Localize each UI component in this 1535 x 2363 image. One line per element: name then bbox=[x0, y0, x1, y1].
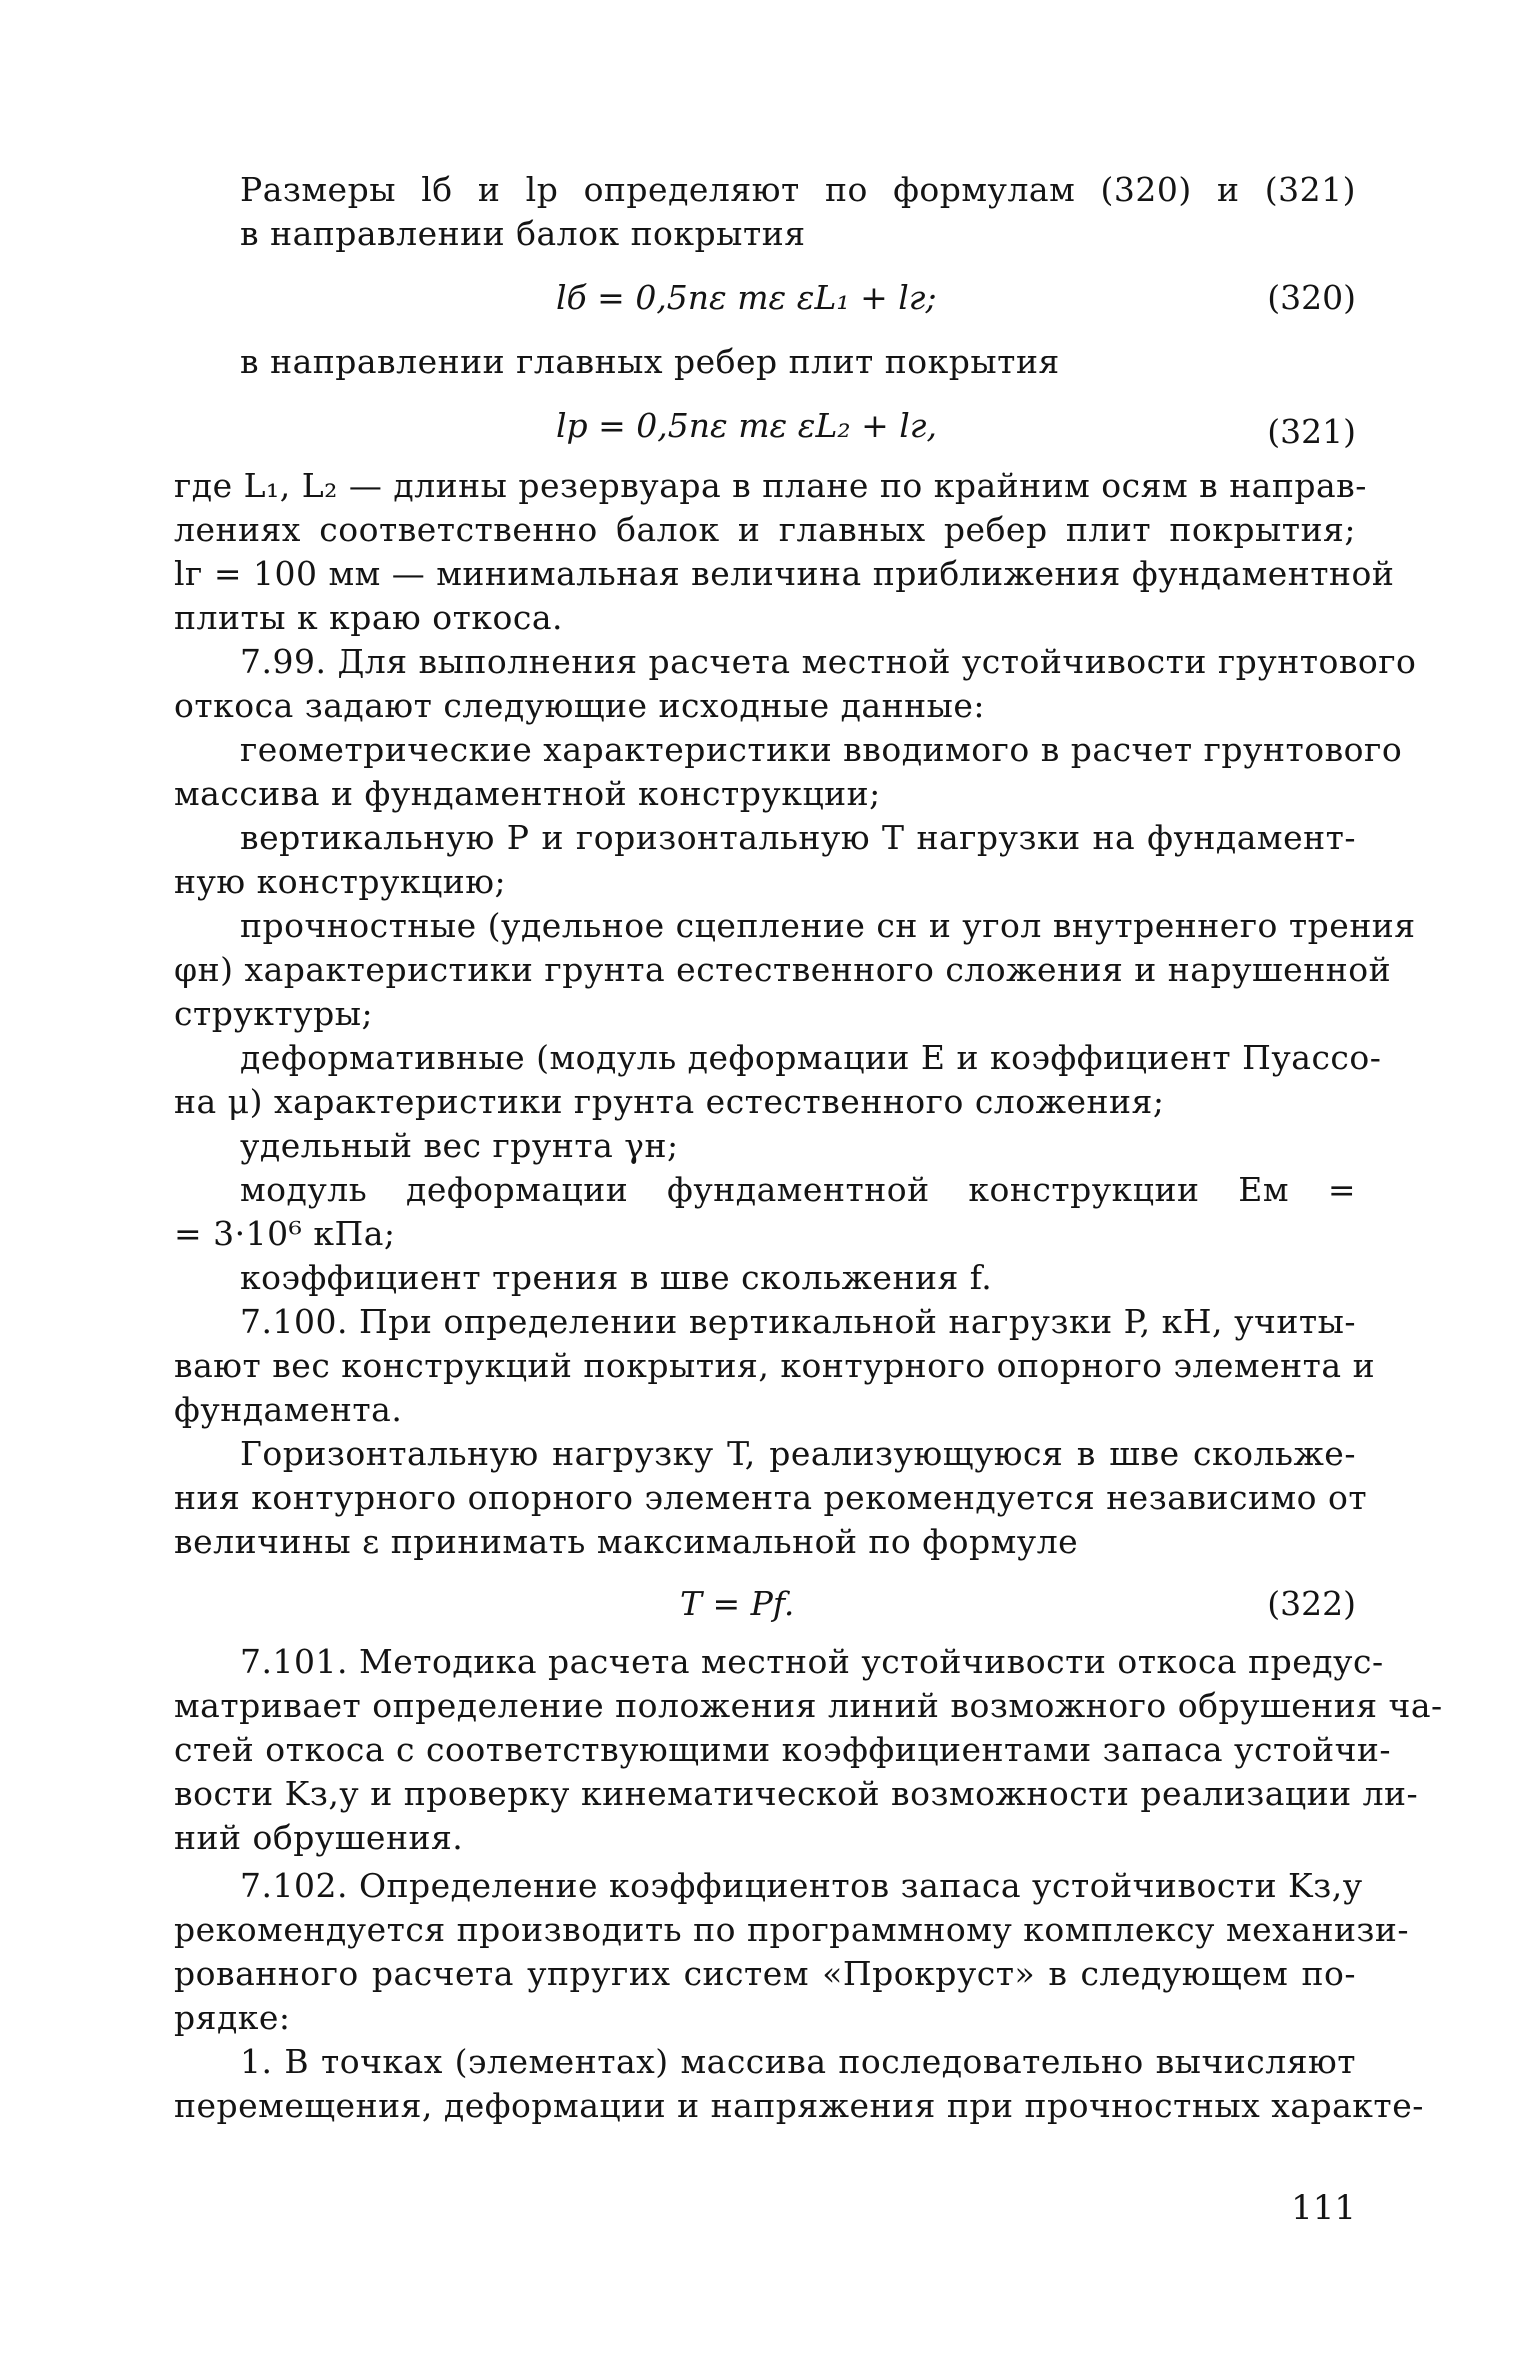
formula-320: lб = 0,5nε mε εL₁ + lг; bbox=[556, 278, 937, 317]
text-line: Размеры lб и lр определяют по формулам (320) и (321) bbox=[240, 170, 1356, 209]
formula-322: T = Pf. bbox=[680, 1584, 795, 1623]
text-line: откоса задают следующие исходные данные: bbox=[174, 686, 985, 725]
text-line: лениях соответственно балок и главных ребер плит покрытия; bbox=[174, 510, 1356, 549]
text-line: где L₁, L₂ — длины резервуара в плане по крайним осям в направ- bbox=[174, 466, 1367, 505]
text-line: удельный вес грунта γн; bbox=[240, 1126, 679, 1165]
text-line: 7.101. Методика расчета местной устойчивости откоса предус- bbox=[240, 1642, 1384, 1681]
text-line: 7.99. Для выполнения расчета местной устойчивости грунтового bbox=[240, 642, 1417, 681]
text-line: Горизонтальную нагрузку T, реализующуюся в шве скольже- bbox=[240, 1434, 1356, 1473]
text-line: вости Kз,у и проверку кинематической возможности реализации ли- bbox=[174, 1774, 1419, 1813]
text-line: модуль деформации фундаментной конструкции Eм = bbox=[240, 1170, 1356, 1209]
text-line: геометрические характеристики вводимого в расчет грунтового bbox=[240, 730, 1403, 769]
text-line: ную конструкцию; bbox=[174, 862, 507, 901]
text-line: ний обрушения. bbox=[174, 1818, 464, 1857]
text-line: рованного расчета упругих систем «Прокруст» в следующем по- bbox=[174, 1954, 1356, 1993]
text-line: величины ε принимать максимальной по формуле bbox=[174, 1522, 1079, 1561]
text-line: стей откоса с соответствующими коэффициентами запаса устойчи- bbox=[174, 1730, 1392, 1769]
text-line: 1. В точках (элементах) массива последовательно вычисляют bbox=[240, 2042, 1356, 2081]
text-line: на μ) характеристики грунта естественного сложения; bbox=[174, 1082, 1165, 1121]
equation-number-321: (321) bbox=[1267, 412, 1356, 451]
text-line: коэффициент трения в шве скольжения f. bbox=[240, 1258, 993, 1297]
text-line: вертикальную P и горизонтальную T нагрузки на фундамент- bbox=[240, 818, 1356, 857]
text-line: вают вес конструкций покрытия, контурного опорного элемента и bbox=[174, 1346, 1376, 1385]
text-line: 7.100. При определении вертикальной нагрузки P, кН, учиты- bbox=[240, 1302, 1356, 1341]
text-line: прочностные (удельное сцепление cн и угол внутреннего трения bbox=[240, 906, 1416, 945]
text-line: рядке: bbox=[174, 1998, 291, 2037]
text-line: перемещения, деформации и напряжения при прочностных характе- bbox=[174, 2086, 1424, 2125]
equation-number-320: (320) bbox=[1267, 278, 1356, 317]
text-line: lг = 100 мм — минимальная величина приближения фундаментной bbox=[174, 554, 1395, 593]
formula-321: lр = 0,5nε mε εL₂ + lг, bbox=[556, 406, 937, 445]
text-line: массива и фундаментной конструкции; bbox=[174, 774, 881, 813]
text-line: φн) характеристики грунта естественного сложения и нарушенной bbox=[174, 950, 1392, 989]
text-line: матривает определение положения линий возможного обрушения ча- bbox=[174, 1686, 1443, 1725]
text-line: структуры; bbox=[174, 994, 374, 1033]
text-line: ния контурного опорного элемента рекомендуется независимо от bbox=[174, 1478, 1368, 1517]
text-line: в направлении главных ребер плит покрытия bbox=[240, 342, 1060, 381]
text-line: 7.102. Определение коэффициентов запаса устойчивости Kз,у bbox=[240, 1866, 1363, 1905]
text-line: в направлении балок покрытия bbox=[240, 214, 806, 253]
text-line: фундамента. bbox=[174, 1390, 403, 1429]
text-line: плиты к краю откоса. bbox=[174, 598, 563, 637]
equation-number-322: (322) bbox=[1267, 1584, 1356, 1623]
page-number: 111 bbox=[1291, 2188, 1356, 2228]
text-line: деформативные (модуль деформации E и коэффициент Пуассо- bbox=[240, 1038, 1382, 1077]
text-line: рекомендуется производить по программному комплексу механизи- bbox=[174, 1910, 1410, 1949]
text-line: = 3·10⁶ кПа; bbox=[174, 1214, 396, 1253]
